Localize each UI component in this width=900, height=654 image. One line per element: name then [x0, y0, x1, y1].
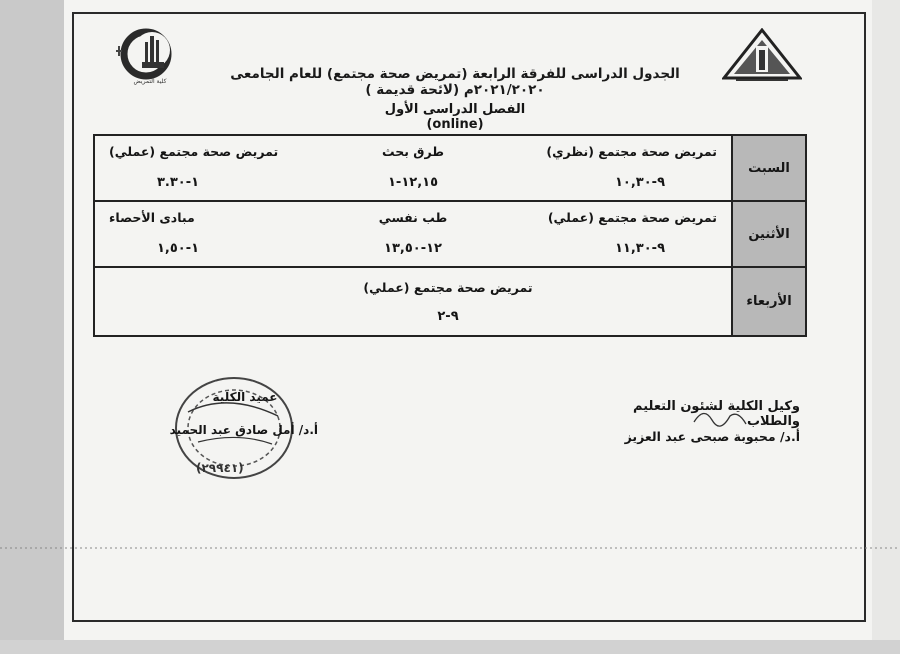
page-title: الجدول الدراسى للفرقة الرابعة (تمريض صحة مجتمع) للعام الجامعى ٢٠٢١/٢٠٢٠م (لائحة قديمة )	[230, 66, 680, 98]
stamp-number: (٢٩٩٤١)	[196, 461, 244, 475]
slots-cell	[94, 201, 732, 267]
time-slot	[519, 202, 731, 266]
scan-edge	[872, 0, 900, 654]
slot-time: ٩-٢	[437, 309, 459, 324]
slot-time: ٩-١٠,٣٠	[614, 175, 665, 190]
time-slot	[307, 136, 519, 200]
slot-time: ١٢,١٥-١	[387, 175, 439, 190]
slot-subject: تمريض صحة مجتمع (عملي)	[109, 144, 279, 159]
vice-dean-name: أ.د/ محبوبة صبحى عبد العزيز	[624, 429, 800, 444]
vice-dean-title: وكيل الكلية لشئون التعليم والطلاب	[633, 399, 800, 429]
time-slot	[95, 268, 731, 324]
slot-subject: تمريض صحة مجتمع (نظري)	[546, 144, 717, 159]
dean-name: أ.د/ أمل صادق عبد الحميد	[169, 423, 318, 437]
university-logo-icon	[722, 28, 802, 84]
table-row	[94, 135, 806, 201]
scan-noise-line	[0, 543, 900, 553]
signature-scribble-icon	[690, 402, 750, 432]
slot-time: ٩-١١,٣٠	[614, 241, 665, 256]
slot-subject: تمريض صحة مجتمع (عملي)	[363, 280, 533, 295]
time-slot	[307, 202, 519, 266]
scan-edge-bottom	[0, 640, 900, 654]
day-cell: الأربعاء	[732, 267, 806, 336]
table-row	[94, 267, 806, 336]
day-cell: السبت	[732, 135, 806, 201]
slot-subject: تمريض صحة مجتمع (عملي)	[547, 210, 717, 225]
slot-time: ١٢-١٣,٥٠	[384, 241, 442, 256]
logo-caption: كلية التمريض	[133, 78, 167, 85]
slot-time: ١-١,٥٠	[157, 241, 200, 256]
slot-subject: طب نفسي	[378, 210, 448, 225]
time-slot	[95, 136, 307, 200]
time-slot	[95, 202, 307, 266]
slot-time: ١-٣.٣٠	[157, 175, 200, 190]
schedule-table	[93, 134, 807, 337]
day-cell: الأثنين	[732, 201, 806, 267]
slots-cell	[94, 135, 732, 201]
dean-title: عميد الكلية	[212, 390, 278, 404]
semester-subtitle: الفصل الدراسى الأول (online)	[384, 102, 526, 132]
table-row	[94, 201, 806, 267]
slot-subject: مبادى الأحصاء	[109, 210, 195, 225]
time-slot	[519, 136, 731, 200]
slot-subject: طرق بحث	[382, 144, 445, 159]
slots-cell	[94, 267, 732, 336]
